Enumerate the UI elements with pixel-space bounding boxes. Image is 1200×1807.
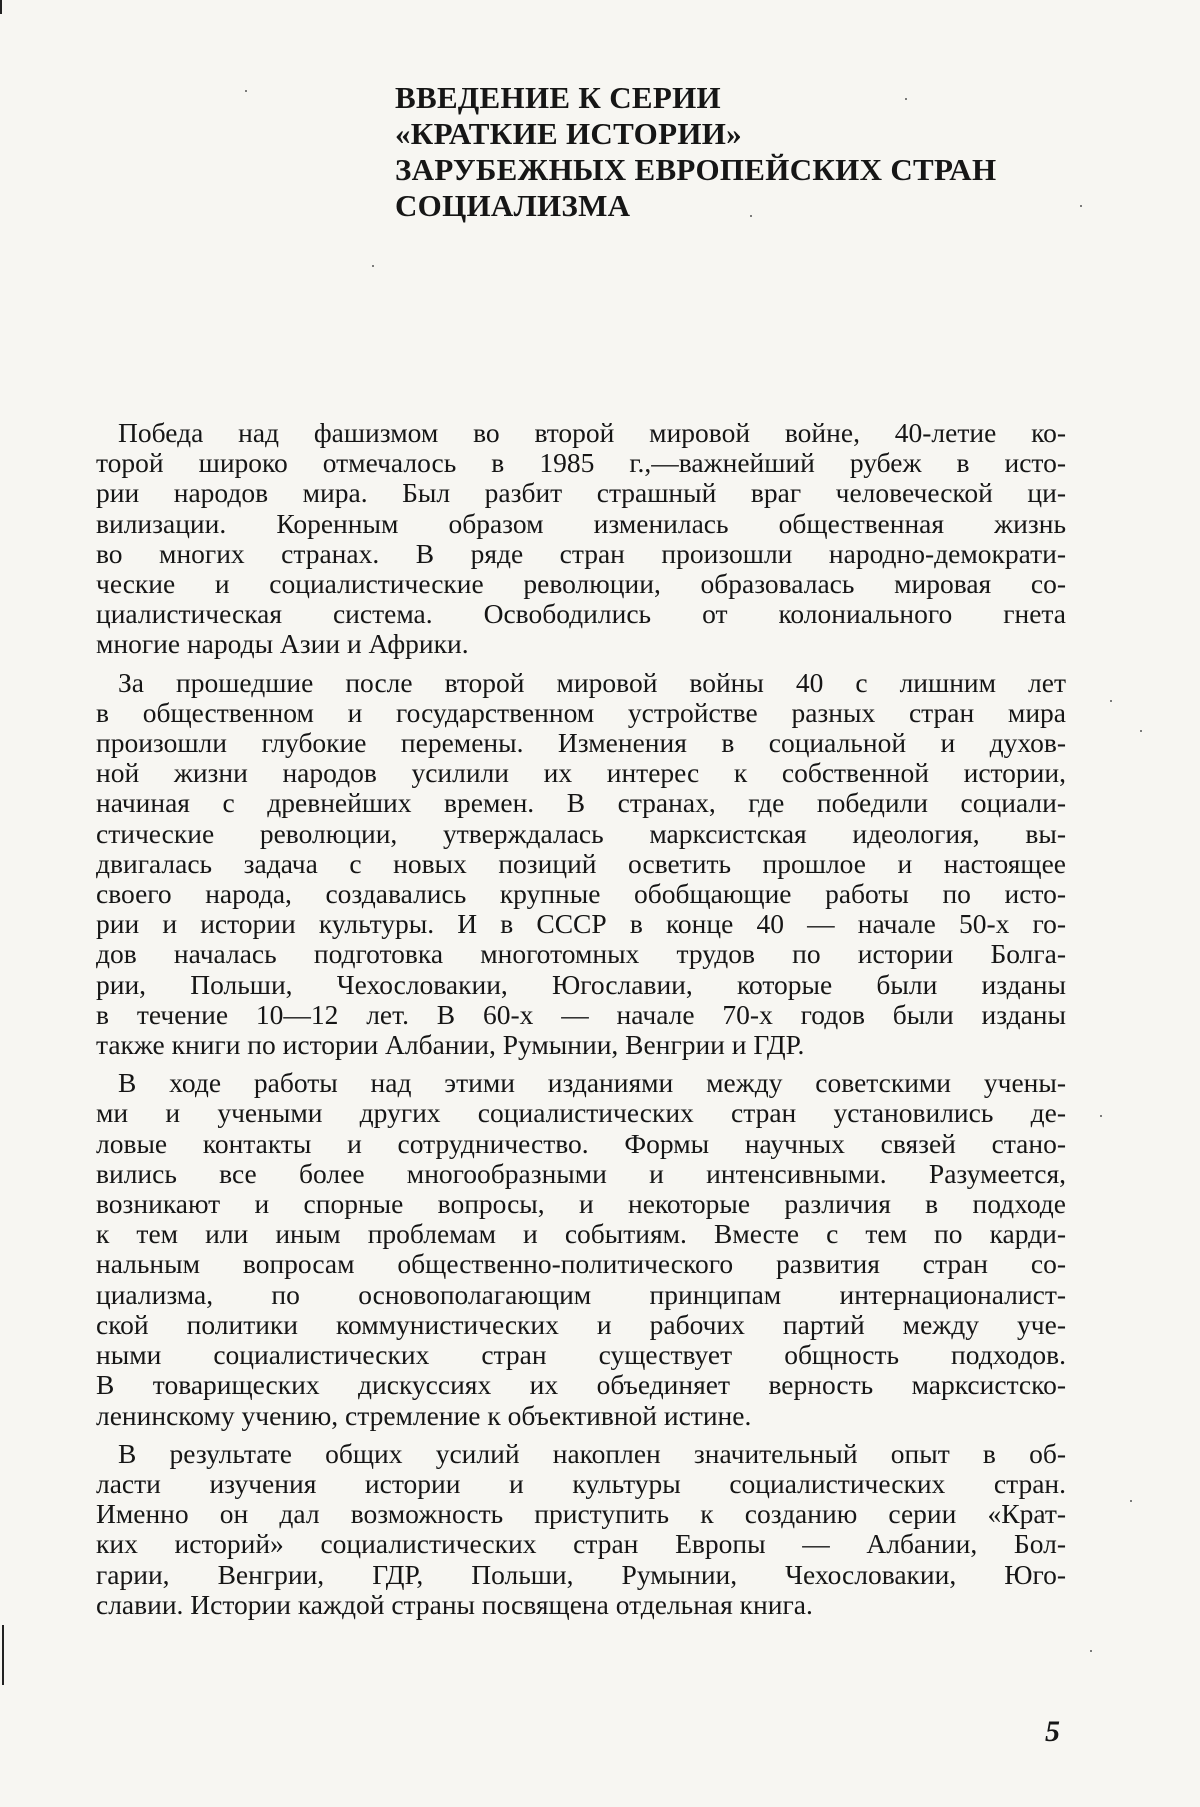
body-text — [96, 418, 1066, 1620]
text-line: славии. Истории каждой страны посвящена отдельная книга. — [96, 1588, 813, 1620]
page-number: 5 — [1045, 1715, 1060, 1748]
text-line: торой широко отмечалось в 1985 г.,—важнейший рубеж в исто- — [96, 447, 1066, 479]
text-line: ной жизни народов усилили их интерес к собственной истории, — [96, 757, 1066, 789]
text-line: также книги по истории Албании, Румынии, Венгрии и ГДР. — [96, 1029, 805, 1061]
scan-speck — [1130, 1500, 1132, 1502]
text-line: ленинскому учению, стремление к объективной истине. — [96, 1399, 752, 1431]
text-line: двигалась задача с новых позиций осветить прошлое и настоящее — [96, 847, 1066, 879]
scan-speck — [905, 98, 907, 100]
text-line: Именно он дал возможность приступить к созданию серии «Крат- — [96, 1498, 1066, 1530]
heading-line: «КРАТКИЕ ИСТОРИИ» — [395, 116, 742, 151]
text-line: ких историй» социалистических стран Европы — Албании, Бол- — [96, 1528, 1066, 1560]
heading-line: СОЦИАЛИЗМА — [395, 188, 631, 223]
text-line: возникают и спорные вопросы, и некоторые различия в подходе — [96, 1188, 1066, 1220]
text-line: ми и учеными других социалистических стран установились де- — [96, 1097, 1066, 1129]
text-line: дов началась подготовка многотомных трудов по истории Болга- — [96, 938, 1066, 970]
text-line: В ходе работы над этими изданиями между советскими учены- — [118, 1067, 1066, 1099]
paragraph — [96, 418, 1066, 660]
text-line: во многих странах. В ряде стран произошли народно-демократи- — [96, 537, 1066, 569]
text-line: Победа над фашизмом во второй мировой войне, 40-летие ко- — [118, 417, 1066, 448]
text-line: вились все более многообразными и интенсивными. Разумеется, — [96, 1157, 1066, 1189]
text-line: циалистическая система. Освободились от колониального гнета — [96, 598, 1066, 630]
text-line: ными социалистических стран существует общность подходов. — [96, 1339, 1066, 1371]
text-line: В товарищеских дискуссиях их объединяет верность марксистско- — [96, 1369, 1066, 1401]
scan-speck — [245, 90, 247, 92]
text-line: рии, Польши, Чехословакии, Югославии, которые были изданы — [96, 968, 1066, 1000]
scan-corner-mark — [0, 0, 8, 14]
text-line: в течение 10—12 лет. В 60-х — начале 70-х годов были изданы — [96, 998, 1066, 1030]
text-line: произошли глубокие перемены. Изменения в социальной и духов- — [96, 727, 1066, 759]
heading-line: ЗАРУБЕЖНЫХ ЕВРОПЕЙСКИХ СТРАН — [395, 152, 997, 187]
text-line: гарии, Венгрии, ГДР, Польши, Румынии, Чехословакии, Юго- — [96, 1558, 1066, 1590]
scan-speck — [750, 215, 752, 217]
scan-margin-mark — [2, 1625, 4, 1685]
scan-speck — [372, 265, 374, 267]
scan-speck — [1090, 1650, 1092, 1652]
text-line: к тем или иным проблемам и событиям. Вместе с тем по карди- — [96, 1218, 1066, 1250]
text-line: своего народа, создавались крупные обобщающие работы по исто- — [96, 878, 1066, 910]
scan-speck — [1110, 700, 1112, 702]
text-line: стические революции, утверждалась марксистская идеология, вы- — [96, 817, 1066, 849]
text-line: в общественном и государственном устройстве разных стран мира — [96, 696, 1066, 728]
text-line: За прошедшие после второй мировой войны 40 с лишним лет — [118, 666, 1066, 698]
text-line: начиная с древнейших времен. В странах, где победили социали- — [96, 787, 1066, 819]
text-line: многие народы Азии и Африки. — [96, 628, 469, 660]
text-line: ческие и социалистические революции, образовалась мировая со- — [96, 568, 1066, 600]
text-line: ловые контакты и сотрудничество. Формы научных связей стано- — [96, 1127, 1066, 1159]
text-line: рии народов мира. Был разбит страшный враг человеческой ци- — [96, 477, 1066, 509]
text-line: нальным вопросам общественно-политического развития стран со- — [96, 1248, 1066, 1280]
paragraph — [96, 1439, 1066, 1620]
text-line: ской политики коммунистических и рабочих партий между уче- — [96, 1308, 1066, 1340]
paragraph — [96, 668, 1066, 1061]
text-line: вилизации. Коренным образом изменилась общественная жизнь — [96, 507, 1066, 539]
chapter-heading — [395, 80, 1095, 224]
scan-speck — [1140, 730, 1142, 732]
heading-line: ВВЕДЕНИЕ К СЕРИИ — [395, 80, 721, 115]
text-line: рии и истории культуры. И в СССР в конце 40 — начале 50-х го- — [96, 908, 1066, 940]
scan-speck — [1080, 205, 1082, 207]
paragraph — [96, 1068, 1066, 1430]
text-line: В результате общих усилий накоплен значительный опыт в об- — [118, 1437, 1066, 1469]
scan-speck — [1100, 1115, 1102, 1117]
text-line: ласти изучения истории и культуры социалистических стран. — [96, 1467, 1066, 1499]
text-line: циализма, по основополагающим принципам интернационалист- — [96, 1278, 1066, 1310]
